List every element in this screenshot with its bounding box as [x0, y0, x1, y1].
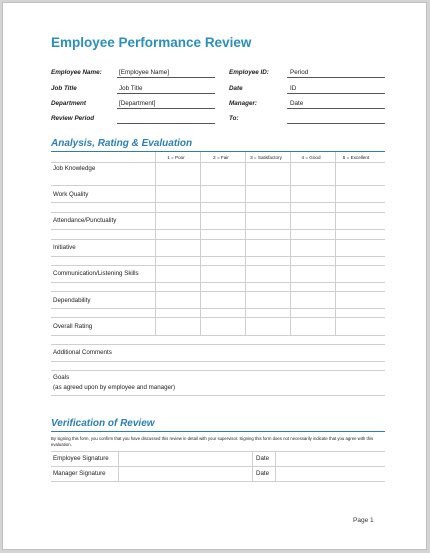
- column-header-good: 4 = Good: [301, 155, 321, 160]
- grid-line: [51, 335, 385, 336]
- review-period-underline[interactable]: [117, 123, 215, 124]
- manager-date-label: Date: [256, 470, 270, 477]
- analysis-heading: Analysis, Rating & Evaluation: [51, 138, 193, 149]
- employee-date-field[interactable]: [276, 452, 384, 465]
- job-title-value[interactable]: Job Title: [119, 85, 143, 92]
- review-period-label: Review Period: [51, 115, 95, 122]
- manager-label: Manager:: [229, 100, 257, 107]
- signature-column-line: [252, 451, 253, 481]
- grid-column-line: [245, 152, 246, 335]
- grid-line: [51, 361, 385, 362]
- column-header-fair: 2 = Fair: [213, 155, 229, 160]
- goals-label: Goals: [53, 374, 70, 381]
- date-label: Date: [229, 85, 243, 92]
- additional-comments-label: Additional Comments: [53, 349, 112, 356]
- grid-line: [51, 344, 385, 345]
- grid-line: [51, 395, 385, 396]
- criterion-label: Initiative: [53, 244, 76, 251]
- employee-id-underline: [287, 77, 385, 78]
- employee-id-label: Employee ID:: [229, 69, 269, 76]
- criterion-label: Communication/Listening Skills: [53, 270, 139, 277]
- employee-name-underline: [117, 77, 215, 78]
- employee-signature-label: Employee Signature: [53, 455, 109, 462]
- column-header-poor: 1 = Poor: [167, 155, 185, 160]
- document-title: Employee Performance Review: [51, 35, 252, 50]
- signature-grid-line: [51, 481, 385, 482]
- job-title-underline: [117, 93, 215, 94]
- criterion-label: Job Knowledge: [53, 165, 96, 172]
- grid-column-line: [335, 152, 336, 335]
- department-underline: [117, 108, 215, 109]
- manager-date-field[interactable]: [276, 467, 384, 480]
- criterion-label: Attendance/Punctuality: [53, 217, 117, 224]
- to-label: To:: [229, 115, 239, 122]
- manager-value[interactable]: Date: [290, 100, 304, 107]
- department-value[interactable]: [Department]: [119, 100, 156, 107]
- criterion-label: Overall Rating: [53, 323, 93, 330]
- verification-heading-rule: [51, 431, 385, 432]
- goals-note: (as agreed upon by employee and manager): [53, 384, 176, 391]
- grid-column-line: [155, 152, 156, 335]
- employee-id-value[interactable]: Period: [290, 69, 309, 76]
- grid-column-line: [290, 152, 291, 335]
- criterion-label: Work Quality: [53, 191, 89, 198]
- manager-signature-label: Manager Signature: [53, 470, 106, 477]
- column-header-satisfactory: 3 = Satisfactory: [250, 155, 282, 160]
- to-underline[interactable]: [287, 123, 385, 124]
- criterion-label: Dependability: [53, 297, 91, 304]
- grid-line: [51, 370, 385, 371]
- manager-underline: [287, 108, 385, 109]
- employee-name-value[interactable]: [Employee Name]: [119, 69, 170, 76]
- employee-signature-field[interactable]: [119, 452, 251, 465]
- department-label: Department: [51, 100, 86, 107]
- page-number: Page 1: [353, 517, 374, 524]
- date-underline: [287, 93, 385, 94]
- column-header-excellent: 5 = Excellent: [342, 155, 370, 160]
- employee-date-label: Date: [256, 455, 270, 462]
- verification-statement: By signing this form, you confirm that you have discussed this review in detail with your supervisor. Signing this form does not necessarily indicate that you agree with this evaluation.: [51, 436, 374, 447]
- job-title-label: Job Title: [51, 85, 77, 92]
- date-value[interactable]: ID: [290, 85, 297, 92]
- employee-name-label: Employee Name:: [51, 69, 102, 76]
- manager-signature-field[interactable]: [119, 467, 251, 480]
- verification-heading: Verification of Review: [51, 418, 155, 429]
- document-page: [2, 2, 427, 550]
- grid-column-line: [200, 152, 201, 335]
